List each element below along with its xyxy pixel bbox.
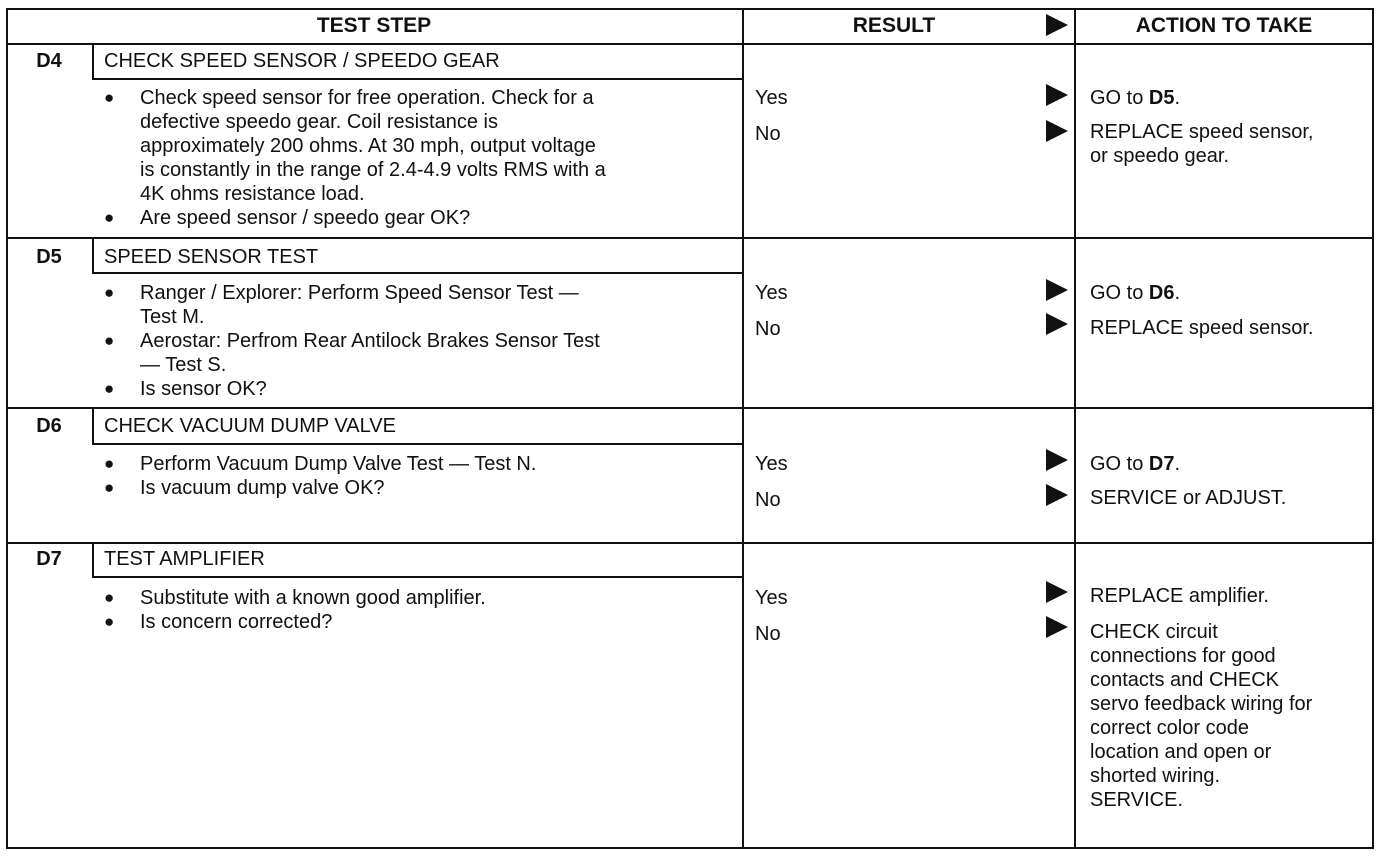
header-test-step: TEST STEP: [316, 14, 432, 37]
action-yes-d6: [1090, 452, 1180, 476]
result-no-d5: No: [755, 318, 781, 340]
arrow-icon: [1046, 84, 1068, 106]
step-code-d6: D6: [36, 415, 62, 437]
result-no-d4: No: [755, 123, 781, 145]
bullet-list-d6: [104, 452, 536, 500]
step-title-d6: CHECK VACUUM DUMP VALVE: [104, 415, 396, 437]
code-divider-d6: [92, 409, 94, 444]
diagnostic-table: [6, 8, 1374, 849]
action-no-d4: REPLACE speed sensor, or speedo gear.: [1090, 121, 1314, 167]
action-text: GO to: [1090, 87, 1149, 109]
header-result: RESULT: [852, 14, 936, 37]
action-text: GO to: [1090, 282, 1149, 304]
bullet-item: ● Substitute with a known good amplifier.: [104, 586, 486, 610]
title-divider-d4: [92, 78, 742, 80]
action-text: GO to: [1090, 453, 1149, 475]
result-yes-d6: Yes: [755, 453, 788, 475]
action-yes-d5: [1090, 281, 1180, 305]
action-step-ref: D7: [1148, 453, 1175, 475]
step-title-d7: TEST AMPLIFIER: [104, 548, 265, 570]
action-suffix: .: [1174, 87, 1181, 109]
header-action: ACTION TO TAKE: [1135, 14, 1313, 37]
arrow-icon: [1046, 616, 1068, 638]
arrow-icon: [1046, 120, 1068, 142]
bullet-list-d5: [104, 281, 600, 401]
row-divider-d7: [6, 542, 1374, 544]
bullet-item: ● Is vacuum dump valve OK?: [104, 476, 536, 500]
title-divider-d6: [92, 443, 742, 445]
step-code-d5: D5: [36, 246, 62, 268]
table-right-border: [1372, 8, 1374, 849]
table-bottom-border: [6, 847, 1374, 849]
bullet-item: ● Perform Vacuum Dump Valve Test — Test N.: [104, 452, 536, 476]
arrow-icon: [1046, 449, 1068, 471]
code-divider-d5: [92, 239, 94, 273]
bullet-item: ● Check speed sensor for free operation. Check for a defective speedo gear. Coil resistance is approximately 200 ohms. At 30 mph, output voltage is constantly in the range of 2.4-4.9 volts RMS with a 4K ohms resistance load.: [104, 86, 606, 206]
code-divider-d7: [92, 544, 94, 577]
step-code-d7: D7: [36, 548, 62, 570]
action-suffix: .: [1174, 453, 1181, 475]
title-divider-d5: [92, 272, 742, 274]
result-yes-d4: Yes: [755, 87, 788, 109]
bullet-item: ● Ranger / Explorer: Perform Speed Sensor Test — Test M.: [104, 281, 600, 329]
action-step-ref: D6: [1148, 282, 1175, 304]
action-column-divider: [1074, 8, 1076, 849]
bullet-item: ● Are speed sensor / speedo gear OK?: [104, 206, 606, 230]
action-no-d5: REPLACE speed sensor.: [1090, 317, 1314, 339]
row-divider-d5: [6, 237, 1374, 239]
result-column-divider: [742, 8, 744, 849]
arrow-icon: [1046, 313, 1068, 335]
action-no-d6: SERVICE or ADJUST.: [1090, 487, 1287, 509]
action-no-d7: CHECK circuit connections for good contacts and CHECK servo feedback wiring for correct color code location and open or shorted wiring. SERVICE.: [1090, 621, 1313, 811]
step-title-d5: SPEED SENSOR TEST: [104, 246, 319, 268]
arrow-icon: [1046, 581, 1068, 603]
action-step-ref: D5: [1148, 87, 1175, 109]
header-divider: [6, 43, 1374, 45]
action-yes-d4: [1090, 86, 1180, 110]
step-title-d4: CHECK SPEED SENSOR / SPEEDO GEAR: [104, 50, 500, 72]
title-divider-d7: [92, 576, 742, 578]
arrow-icon: [1046, 279, 1068, 301]
result-yes-d7: Yes: [755, 587, 788, 609]
step-code-d4: D4: [36, 50, 62, 72]
bullet-list-d4: [104, 86, 606, 230]
result-no-d7: No: [755, 623, 781, 645]
action-yes-d7: REPLACE amplifier.: [1090, 585, 1269, 607]
result-no-d6: No: [755, 489, 781, 511]
bullet-item: ● Is concern corrected?: [104, 610, 486, 634]
arrow-icon: [1046, 484, 1068, 506]
result-yes-d5: Yes: [755, 282, 788, 304]
header-arrow-icon: [1046, 14, 1068, 36]
row-divider-d6: [6, 407, 1374, 409]
bullet-list-d7: [104, 586, 486, 634]
code-divider-d4: [92, 45, 94, 79]
action-suffix: .: [1174, 282, 1181, 304]
bullet-item: ● Is sensor OK?: [104, 377, 600, 401]
bullet-item: ● Aerostar: Perfrom Rear Antilock Brakes Sensor Test — Test S.: [104, 329, 600, 377]
